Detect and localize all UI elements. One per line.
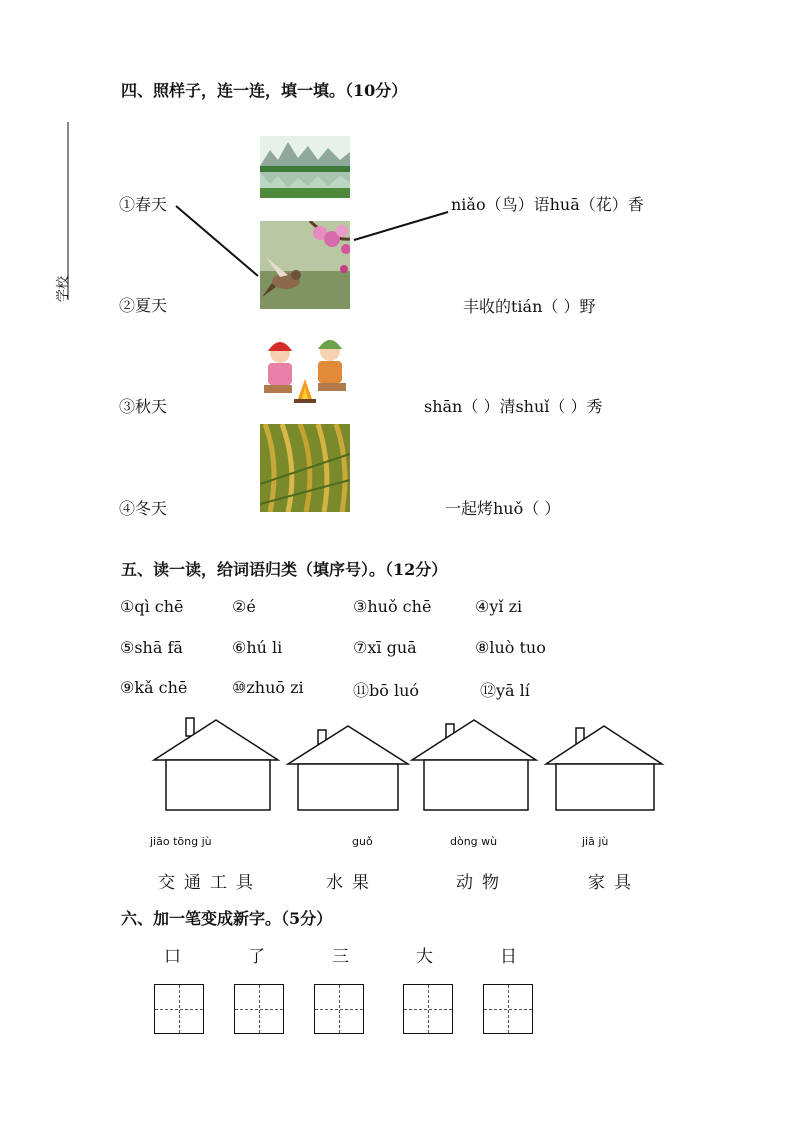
base-character: 口 [164,947,181,967]
word-item: ⑫yā lí [480,681,530,700]
category-houses [148,712,672,818]
phrase-mountain-water: shān（ ）清shuǐ（ ）秀 [424,397,603,416]
section6-heading: 六、加一笔变成新字。（5分） [121,909,333,928]
phrase-harvest-field: 丰收的tián（ ）野 [463,297,596,316]
category-pinyin: guǒ [352,835,373,848]
word-item: ⑨kǎ chē [120,678,188,697]
season-spring: ①春天 [119,195,168,214]
house-fruit [288,726,408,810]
category-label: 交通工具 [158,873,262,893]
word-item: ③huǒ chē [353,597,432,616]
word-item: ①qì chē [120,597,184,616]
word-item: ⑪bō luó [353,681,420,700]
base-character: 日 [500,947,517,967]
word-item: ⑩zhuō zi [232,678,304,697]
base-character: 了 [248,947,265,967]
phrase-birdsong-flowers: niǎo（鸟）语huā（花）香 [451,195,644,214]
season-winter: ④冬天 [119,499,168,518]
word-item: ⑥hú li [232,638,283,657]
base-character: 三 [332,947,349,967]
category-label: 家具 [588,873,640,893]
category-label: 动物 [456,873,508,893]
word-item: ⑤shā fā [120,638,183,657]
writing-grid-box[interactable] [154,984,204,1034]
season-autumn: ③秋天 [119,397,168,416]
writing-grid-box[interactable] [314,984,364,1034]
house-furniture [546,726,662,810]
phrase-roast-fire: 一起烤huǒ（ ） [445,499,561,518]
section5-heading: 五、读一读，给词语归类（填序号）。（12分） [121,560,448,579]
category-pinyin: dòng wù [450,835,498,848]
writing-grid-box[interactable] [403,984,453,1034]
writing-grid-box[interactable] [234,984,284,1034]
base-character: 大 [416,947,433,967]
section4-heading: 四、照样子，连一连，填一填。（10分） [121,81,408,100]
word-item: ⑦xī guā [353,638,417,657]
house-animal [412,720,536,810]
writing-grid-box[interactable] [483,984,533,1034]
word-item: ②é [232,597,256,616]
word-item: ⑧luò tuo [475,638,546,657]
example-connector-lines [0,0,794,300]
winter-fire-cartoon [260,323,350,411]
rice-field-photo [260,424,350,512]
word-item: ④yǐ zi [475,597,523,616]
category-pinyin: jiā jù [582,835,609,848]
house-transport [154,718,278,810]
category-pinyin: jiāo tōng jù [150,835,212,848]
category-label: 水果 [326,873,378,893]
school-label: 学校 [56,275,71,302]
season-summer: ②夏天 [119,296,168,315]
